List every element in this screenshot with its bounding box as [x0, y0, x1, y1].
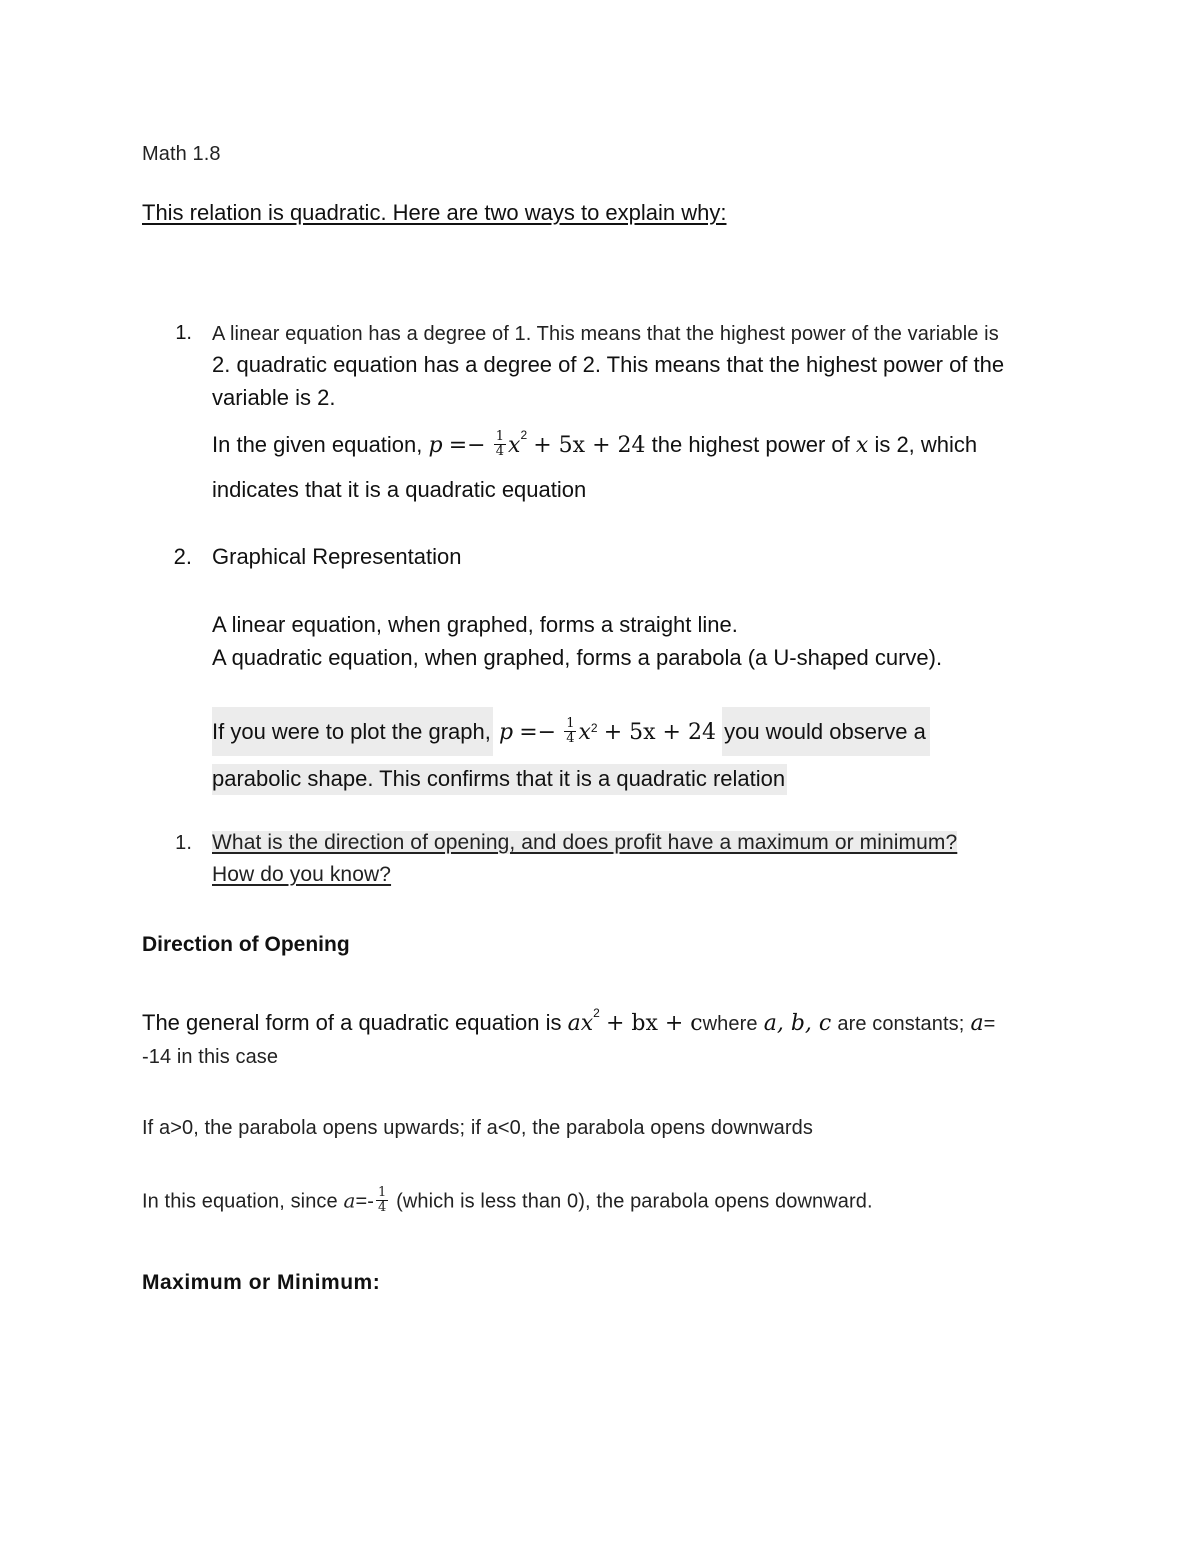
question-line1 [212, 830, 957, 855]
maxmin-heading: Maximum or Minimum: [142, 1271, 381, 1294]
item2-line3-after: you would observe a [722, 707, 930, 756]
form-eq: = [983, 1013, 996, 1035]
eq2-frac-den: 4 [566, 730, 575, 746]
eq-frac-den: 4 [495, 443, 505, 459]
section-heading: This relation is quadratic. Here are two ways to explain why: [142, 200, 727, 225]
item1-line2: 2. quadratic equation has a degree of 2. This means that the highest power of the [212, 352, 1005, 377]
eq2-rest: + 5x + 24 [603, 720, 716, 745]
eq2-lhs: p [498, 720, 514, 745]
rule-line: If a>0, the parabola opens upwards; if a<0, the parabola opens downwards [142, 1117, 813, 1139]
item1-line1: A linear equation has a degree of 1. This means that the highest power of the variable is [212, 323, 999, 345]
form-exp: 2 [593, 1006, 600, 1020]
question-line2-text: How do you know? [212, 863, 392, 886]
form-a-var: a [970, 1011, 984, 1036]
question-line2 [212, 862, 391, 887]
question-marker: 1. [175, 832, 192, 854]
since-before: In this equation, since [142, 1190, 338, 1213]
form-a: ax [567, 1011, 594, 1036]
eq-var: x [508, 433, 521, 458]
since-a-var: a [343, 1188, 356, 1213]
eq-frac-num: 1 [495, 429, 505, 445]
form-where: where [702, 1013, 758, 1035]
item1-line4-before: In the given equation, [212, 432, 423, 457]
item2-line4-text: parabolic shape. This confirms that it is a quadratic relation [212, 764, 787, 795]
form-rest: + bx + c [605, 1011, 703, 1036]
eq-exp: 2 [520, 428, 528, 442]
item1-line4-end: is 2, which [874, 432, 978, 457]
list-marker-2: 2. [173, 544, 192, 569]
eq-fraction [494, 430, 506, 458]
item1-line4-after: the highest power of [651, 432, 850, 457]
eq2-equals: = [519, 720, 538, 745]
general-form-before: The general form of a quadratic equation is [142, 1010, 562, 1035]
item1-equation-line [212, 428, 978, 460]
list-marker-1: 1. [175, 322, 192, 344]
item2-line3-before: If you were to plot the graph, [212, 707, 493, 756]
eq2-var: x [578, 720, 591, 745]
item2-line1: A linear equation, when graphed, forms a straight line. [212, 612, 738, 637]
eq2-exp: 2 [590, 721, 598, 735]
general-form-line [142, 1006, 996, 1037]
since-eq: =- [355, 1190, 375, 1213]
eq-rest: + 5x + 24 [533, 433, 646, 458]
eq2-fraction [564, 717, 576, 745]
eq2-neg: − [537, 720, 557, 745]
eq-neg: − [467, 433, 486, 458]
since-frac-den: 4 [378, 1199, 387, 1215]
doc-title: Math 1.8 [142, 143, 221, 165]
question-line1-text: What is the direction of opening, and does profit have a maximum or minimum? [212, 831, 958, 854]
since-line [142, 1185, 873, 1216]
item1-line4-var: x [855, 433, 869, 458]
since-frac-num: 1 [378, 1185, 387, 1200]
item2-equation-line [212, 706, 930, 758]
eq2-frac-num: 1 [566, 716, 575, 732]
item1-line5: indicates that it is a quadratic equation [212, 477, 587, 502]
general-form-line2: -14 in this case [142, 1046, 279, 1068]
item2-line4 [212, 766, 787, 792]
item2-line2: A quadratic equation, when graphed, forms a parabola (a U-shaped curve). [212, 645, 943, 670]
form-are: are constants; [837, 1013, 965, 1035]
eq-lhs: p [428, 433, 443, 458]
item1-line3: variable is 2. [212, 385, 336, 410]
direction-heading: Direction of Opening [142, 933, 350, 956]
form-consts: a, b, c [763, 1011, 832, 1036]
eq-equals: = [448, 433, 468, 458]
since-fraction [376, 1186, 388, 1214]
item2-title: Graphical Representation [212, 544, 462, 569]
since-after: (which is less than 0), the parabola opens downward. [396, 1190, 873, 1213]
